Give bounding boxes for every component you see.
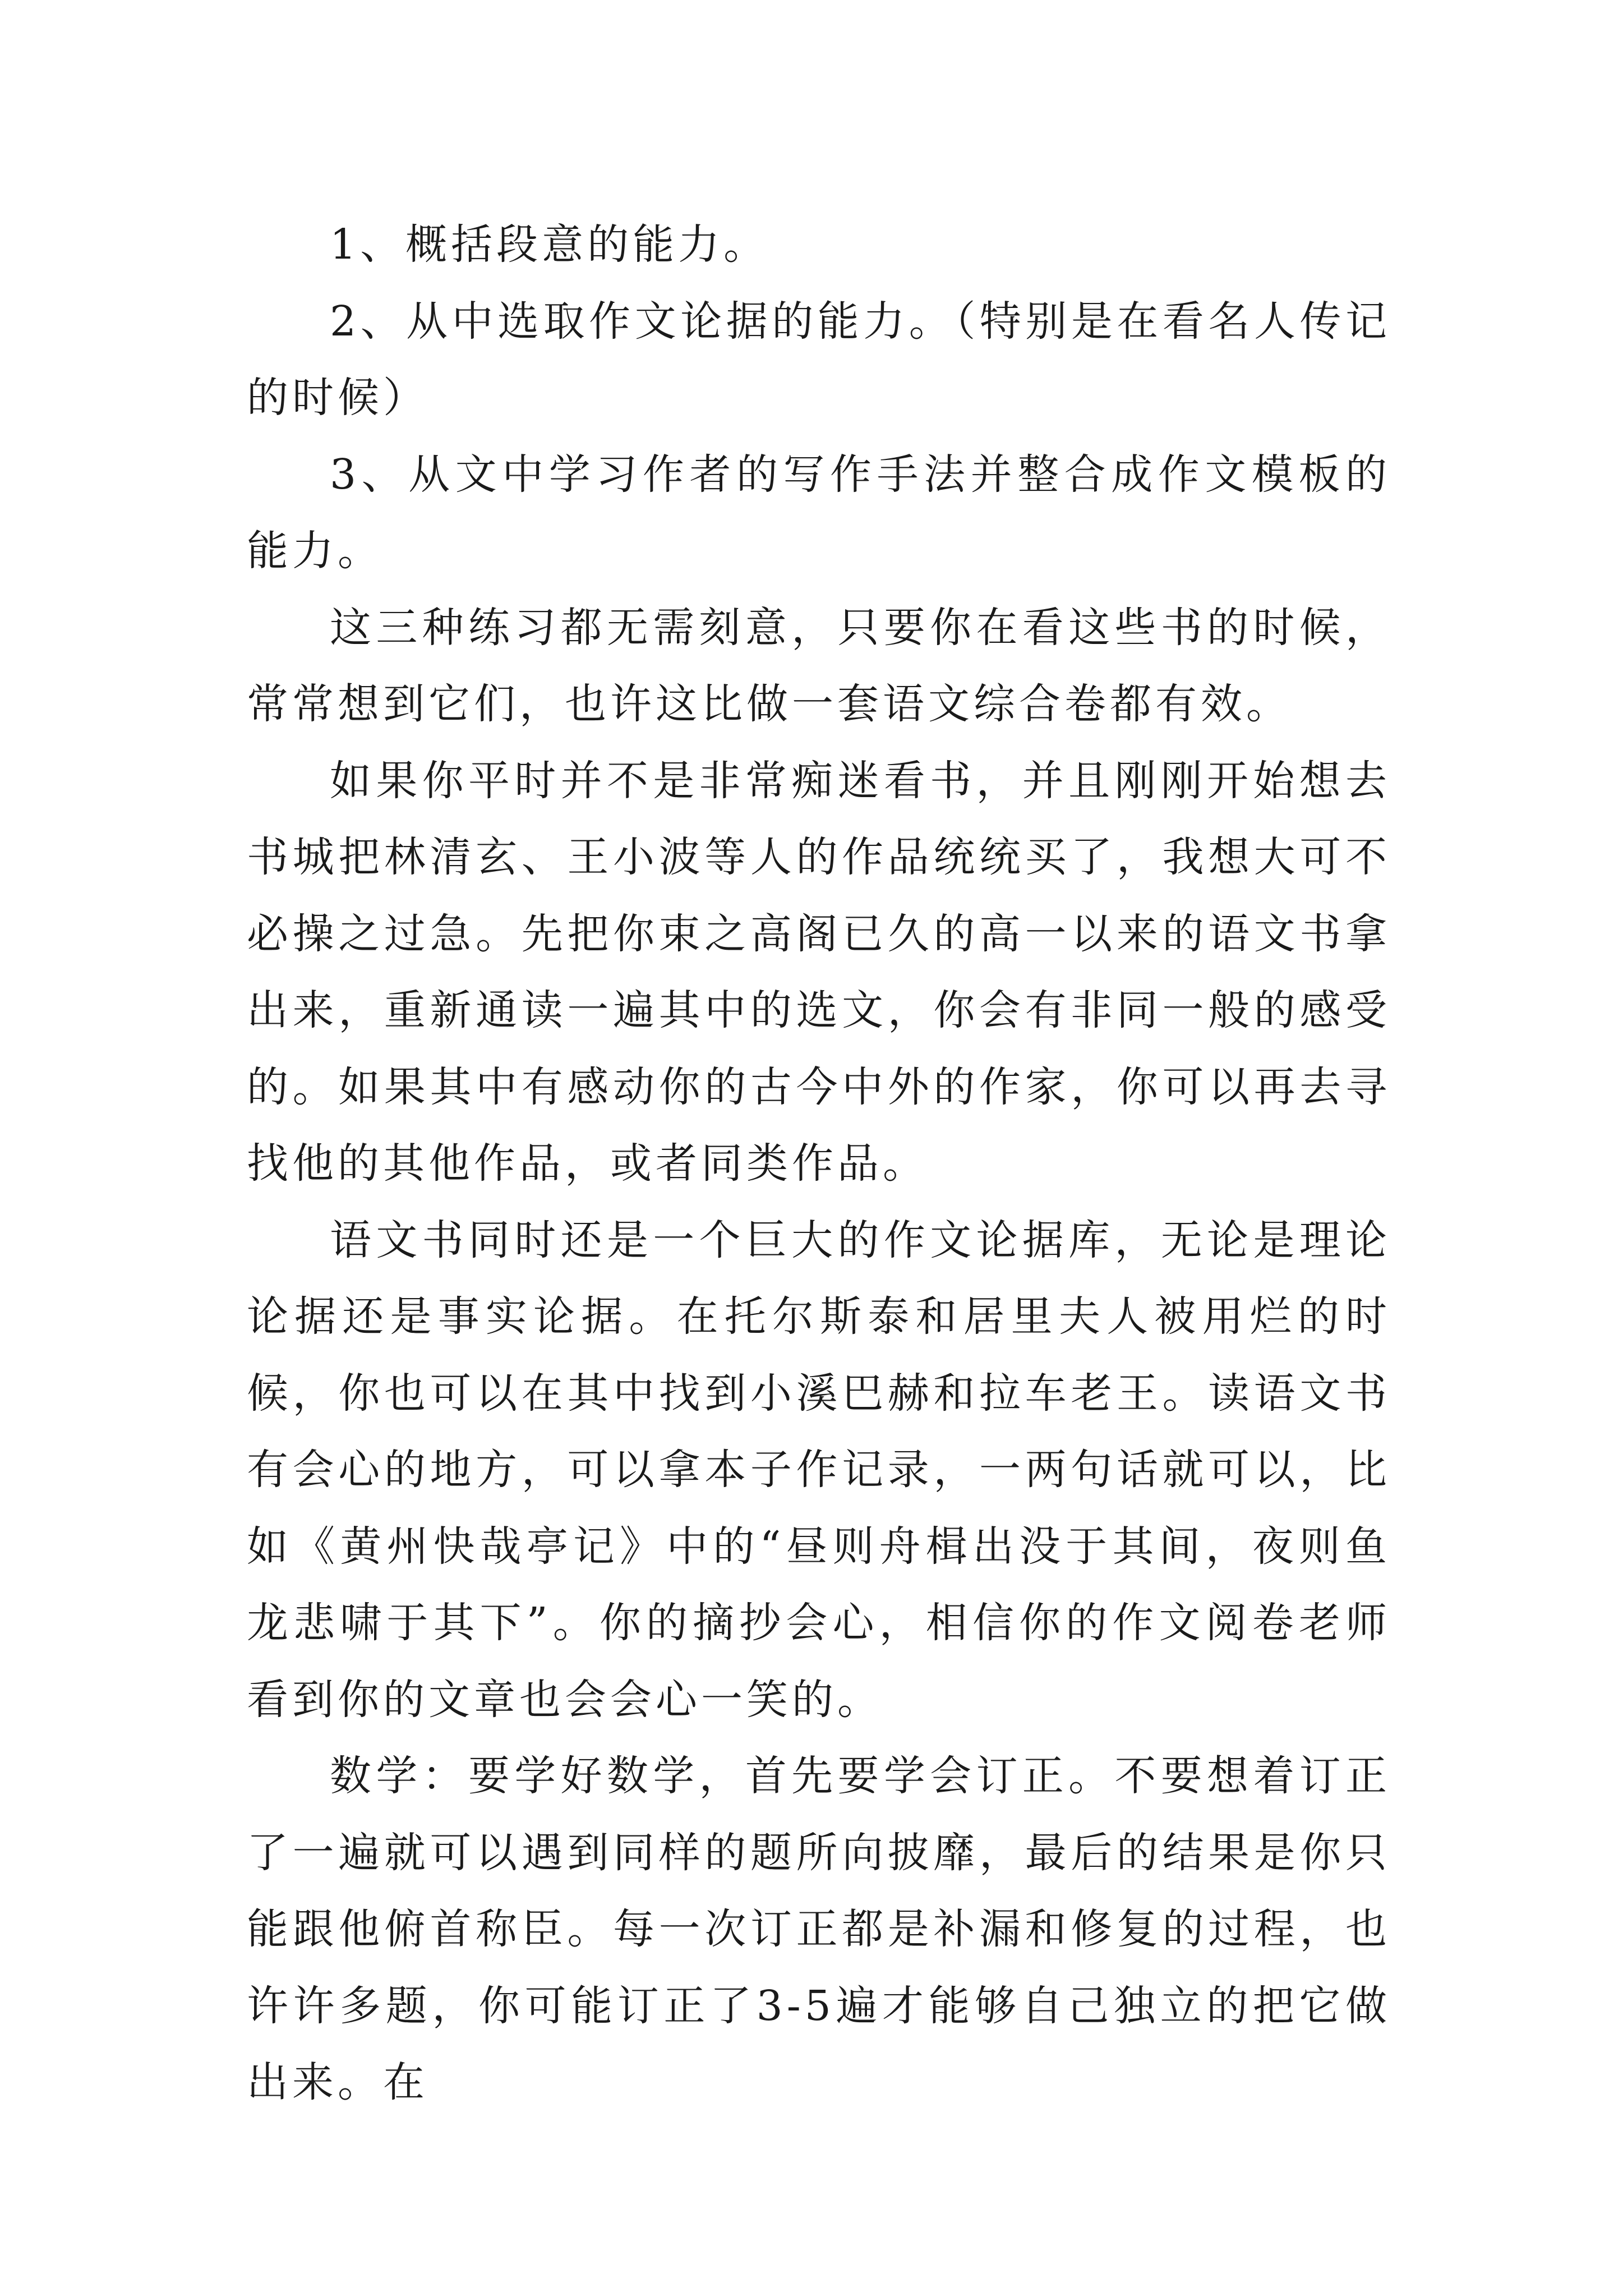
paragraph-math-advice: 数学：要学好数学，首先要学会订正。不要想着订正了一遍就可以遇到同样的题所向披靡，最后的结果是你只能跟他俯首称臣。每一次订正都是补漏和修复的过程，也许许多题，你可能订正了3-5遍才能够自己独立的把它做出来。在 bbox=[247, 1752, 1391, 2106]
paragraph-point-1: 1、概括段意的能力。 bbox=[330, 220, 769, 269]
paragraph-reading-advice: 如果你平时并不是非常痴迷看书，并且刚刚开始想去书城把林清玄、王小波等人的作品统统买了，我想大可不必操之过急。先把你束之高阁已久的高一以来的语文书拿出来，重新通读一遍其中的选文，你会有非同一般的感受的。如果其中有感动你的古今中外的作家，你可以再去寻找他的其他作品，或者同类作品。 bbox=[247, 756, 1391, 1188]
paragraph-textbook-evidence: 语文书同时还是一个巨大的作文论据库，无论是理论论据还是事实论据。在托尔斯泰和居里夫人被用烂的时候，你也可以在其中找到小溪巴赫和拉车老王。读语文书有会心的地方，可以拿本子作记录，一两句话就可以，比如《黄州快哉亭记》中的“昼则舟楫出没于其间，夜则鱼龙悲啸于其下”。你的摘抄会心，相信你的作文阅卷老师看到你的文章也会会心一笑的。 bbox=[247, 1216, 1391, 1724]
paragraph-practice-note: 这三种练习都无需刻意，只要你在看这些书的时候，常常想到它们，也许这比做一套语文综合卷都有效。 bbox=[247, 603, 1391, 728]
document-body bbox=[247, 206, 1391, 2121]
paragraph-point-3: 3、从文中学习作者的写作手法并整合成作文模板的能力。 bbox=[247, 450, 1391, 575]
paragraph-point-2: 2、从中选取作文论据的能力。（特别是在看名人传记的时候） bbox=[247, 297, 1391, 422]
